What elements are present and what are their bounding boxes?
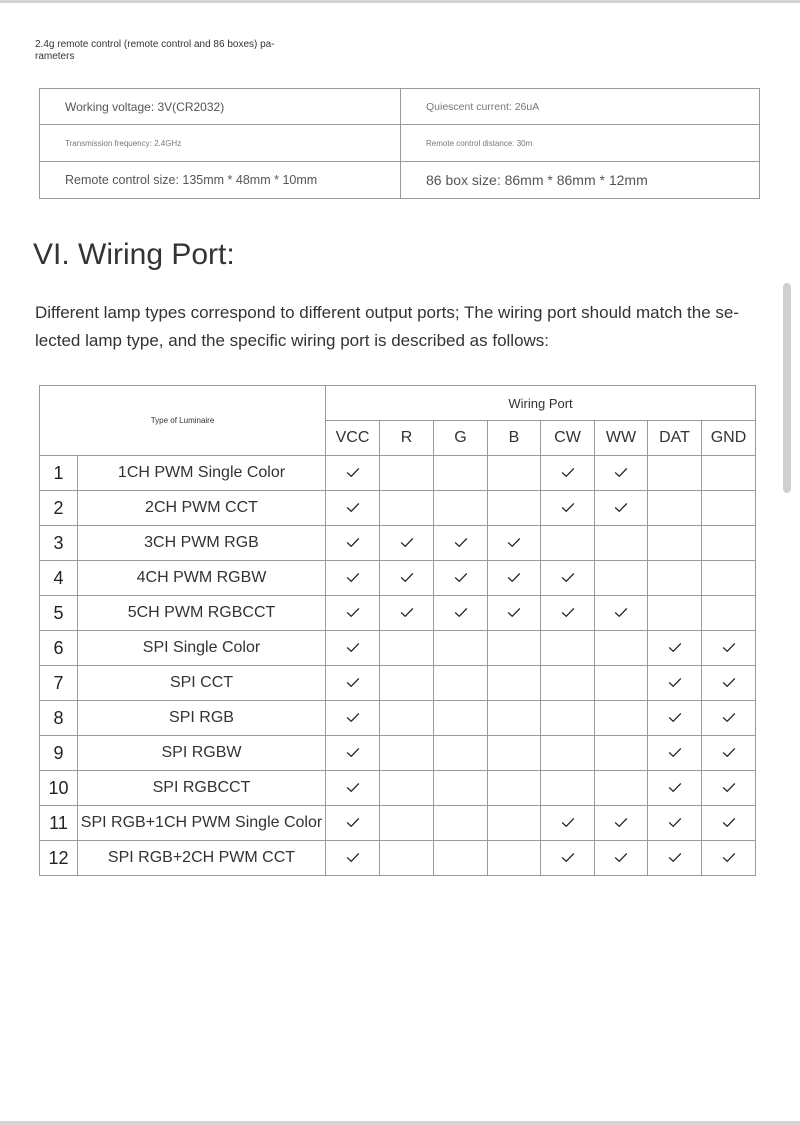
luminaire-type: SPI RGBCCT [78,771,326,806]
luminaire-type: 3CH PWM RGB [78,526,326,561]
checkmark-icon [400,537,414,548]
luminaire-type: SPI RGB [78,701,326,736]
port-cell-gnd [702,456,756,491]
row-number: 2 [40,491,78,526]
checkmark-icon [346,607,360,618]
row-number: 8 [40,701,78,736]
section-intro: Different lamp types correspond to different output ports; The wiring port should match the se- lected lamp type, and the specific wiring port is described as follows: [35,303,739,350]
port-cell-b [488,526,541,561]
port-cell-r [380,631,434,666]
port-cell-cw [541,666,595,701]
checkmark-icon [507,572,521,583]
checkmark-icon [668,642,682,653]
checkmark-icon [668,677,682,688]
port-cell-cw [541,596,595,631]
luminaire-type: SPI RGB+1CH PWM Single Color [78,806,326,841]
port-cell-vcc [326,596,380,631]
checkmark-icon [668,712,682,723]
checkmark-icon [346,747,360,758]
port-cell-dat [648,701,702,736]
port-cell-ww [595,561,648,596]
port-cell-r [380,736,434,771]
table-row [40,666,756,701]
port-cell-cw [541,526,595,561]
port-cell-g [434,561,488,596]
quiescent-current: Quiescent current: 26uA [401,89,760,125]
checkmark-icon [722,852,736,863]
table-row [40,806,756,841]
port-cell-gnd [702,561,756,596]
port-cell-vcc [326,456,380,491]
port-cell-vcc [326,666,380,701]
row-number: 3 [40,526,78,561]
port-cell-gnd [702,806,756,841]
checkmark-icon [346,677,360,688]
port-cell-cw [541,806,595,841]
checkmark-icon [722,747,736,758]
port-cell-gnd [702,491,756,526]
port-cell-r [380,526,434,561]
port-cell-cw [541,771,595,806]
port-column-r: R [380,421,434,456]
table-row [40,491,756,526]
checkmark-icon [722,677,736,688]
port-cell-gnd [702,596,756,631]
port-cell-gnd [702,736,756,771]
checkmark-icon [346,572,360,583]
port-cell-dat [648,561,702,596]
working-voltage: Working voltage: 3V(CR2032) [40,89,401,125]
port-cell-ww [595,771,648,806]
checkmark-icon [722,712,736,723]
top-divider [0,0,800,3]
port-cell-ww [595,806,648,841]
port-column-b: B [488,421,541,456]
port-column-ww: WW [595,421,648,456]
table-row [40,526,756,561]
remote-params-title: 2.4g remote control (remote control and 86 boxes) pa- rameters [35,39,275,62]
row-number: 7 [40,666,78,701]
port-cell-vcc [326,771,380,806]
table-row [40,456,756,491]
port-cell-b [488,631,541,666]
checkmark-icon [454,537,468,548]
bottom-divider [0,1121,800,1125]
row-number: 6 [40,631,78,666]
port-cell-g [434,666,488,701]
port-cell-dat [648,806,702,841]
port-cell-dat [648,526,702,561]
port-cell-cw [541,491,595,526]
checkmark-icon [346,817,360,828]
checkmark-icon [346,467,360,478]
luminaire-type: 2CH PWM CCT [78,491,326,526]
checkmark-icon [346,502,360,513]
checkmark-icon [507,537,521,548]
checkmark-icon [561,572,575,583]
table-row [40,771,756,806]
port-cell-ww [595,491,648,526]
luminaire-type: SPI Single Color [78,631,326,666]
transmission-frequency: Transmission frequency: 2.4GHz [40,125,401,162]
port-cell-ww [595,526,648,561]
port-cell-vcc [326,841,380,876]
checkmark-icon [561,502,575,513]
port-cell-g [434,736,488,771]
port-cell-dat [648,771,702,806]
port-cell-vcc [326,806,380,841]
wiring-port-header: Wiring Port [326,386,756,421]
checkmark-icon [614,467,628,478]
box-size: 86 box size: 86mm * 86mm * 12mm [401,162,760,199]
checkmark-icon [668,747,682,758]
type-of-luminaire-header: Type of Luminaire [40,386,326,456]
luminaire-type: SPI CCT [78,666,326,701]
port-cell-vcc [326,631,380,666]
port-cell-vcc [326,736,380,771]
remote-params-table [39,88,760,199]
port-cell-b [488,736,541,771]
row-number: 5 [40,596,78,631]
port-cell-r [380,806,434,841]
port-cell-g [434,701,488,736]
port-cell-ww [595,841,648,876]
section-heading: VI. Wiring Port: [33,238,235,271]
port-cell-cw [541,561,595,596]
luminaire-type: 5CH PWM RGBCCT [78,596,326,631]
luminaire-type: SPI RGBW [78,736,326,771]
table-row [40,841,756,876]
params-row [40,89,760,125]
port-cell-r [380,841,434,876]
port-cell-gnd [702,841,756,876]
checkmark-icon [346,782,360,793]
port-cell-b [488,771,541,806]
table-row [40,631,756,666]
table-row [40,736,756,771]
port-cell-r [380,701,434,736]
port-cell-gnd [702,666,756,701]
row-number: 1 [40,456,78,491]
port-cell-gnd [702,771,756,806]
table-row [40,561,756,596]
checkmark-icon [722,817,736,828]
row-number: 4 [40,561,78,596]
checkmark-icon [507,607,521,618]
port-cell-b [488,491,541,526]
port-cell-b [488,806,541,841]
port-column-gnd: GND [702,421,756,456]
port-cell-gnd [702,701,756,736]
checkmark-icon [561,467,575,478]
port-column-cw: CW [541,421,595,456]
checkmark-icon [668,817,682,828]
checkmark-icon [561,852,575,863]
row-number: 9 [40,736,78,771]
port-cell-r [380,771,434,806]
port-cell-dat [648,666,702,701]
port-cell-r [380,456,434,491]
port-column-dat: DAT [648,421,702,456]
checkmark-icon [400,572,414,583]
port-cell-dat [648,736,702,771]
luminaire-type: 4CH PWM RGBW [78,561,326,596]
port-cell-g [434,771,488,806]
port-cell-dat [648,596,702,631]
port-cell-cw [541,456,595,491]
checkmark-icon [346,852,360,863]
port-cell-vcc [326,491,380,526]
port-cell-g [434,596,488,631]
row-number: 10 [40,771,78,806]
params-row [40,125,760,162]
port-cell-ww [595,666,648,701]
table-row [40,596,756,631]
port-cell-cw [541,736,595,771]
port-cell-dat [648,841,702,876]
port-cell-b [488,841,541,876]
port-cell-b [488,561,541,596]
checkmark-icon [454,607,468,618]
port-cell-dat [648,491,702,526]
port-cell-b [488,666,541,701]
port-cell-dat [648,631,702,666]
checkmark-icon [346,712,360,723]
checkmark-icon [346,537,360,548]
row-number: 12 [40,841,78,876]
port-cell-g [434,841,488,876]
checkmark-icon [561,607,575,618]
table-row [40,701,756,736]
wiring-rows [40,456,756,876]
port-cell-vcc [326,526,380,561]
checkmark-icon [722,782,736,793]
checkmark-icon [668,782,682,793]
port-column-g: G [434,421,488,456]
port-cell-b [488,701,541,736]
port-column-vcc: VCC [326,421,380,456]
checkmark-icon [614,852,628,863]
remote-control-size: Remote control size: 135mm * 48mm * 10mm [40,162,401,199]
wiring-port-table [39,385,756,876]
checkmark-icon [454,572,468,583]
port-cell-g [434,526,488,561]
port-cell-g [434,456,488,491]
checkmark-icon [614,502,628,513]
port-cell-gnd [702,631,756,666]
port-cell-b [488,596,541,631]
luminaire-type: 1CH PWM Single Color [78,456,326,491]
row-number: 11 [40,806,78,841]
port-cell-ww [595,596,648,631]
port-cell-cw [541,841,595,876]
checkmark-icon [668,852,682,863]
port-cell-cw [541,631,595,666]
port-cell-vcc [326,561,380,596]
port-cell-g [434,806,488,841]
port-cell-r [380,491,434,526]
port-cell-r [380,666,434,701]
checkmark-icon [722,642,736,653]
params-row [40,162,760,199]
port-cell-dat [648,456,702,491]
luminaire-type: SPI RGB+2CH PWM CCT [78,841,326,876]
checkmark-icon [614,607,628,618]
port-cell-r [380,561,434,596]
port-cell-b [488,456,541,491]
checkmark-icon [346,642,360,653]
port-cell-vcc [326,701,380,736]
port-cell-ww [595,736,648,771]
remote-control-distance: Remote control distance: 30m [401,125,760,162]
port-cell-ww [595,631,648,666]
port-cell-cw [541,701,595,736]
port-cell-ww [595,701,648,736]
checkmark-icon [614,817,628,828]
port-cell-r [380,596,434,631]
checkmark-icon [400,607,414,618]
scrollbar-thumb[interactable] [783,283,791,493]
port-cell-ww [595,456,648,491]
port-cell-g [434,491,488,526]
port-cell-gnd [702,526,756,561]
checkmark-icon [561,817,575,828]
port-cell-g [434,631,488,666]
